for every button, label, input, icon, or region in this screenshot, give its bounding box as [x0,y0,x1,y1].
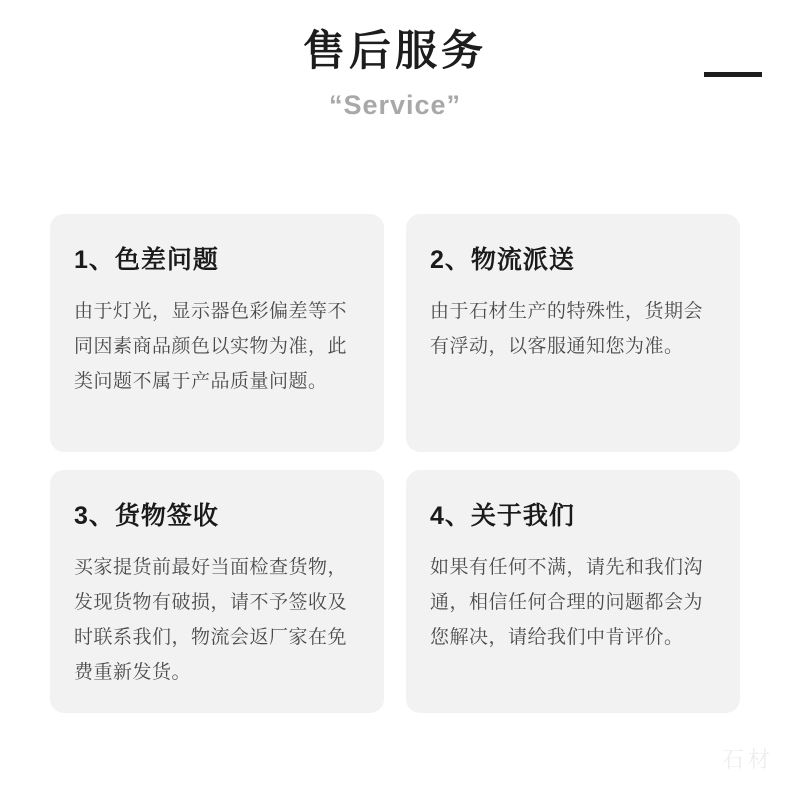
service-card-logistics [406,214,740,452]
header-rule-decoration [704,72,762,77]
service-card-about-us [406,470,740,713]
service-card-list [50,214,740,713]
card-title: 4、关于我们 [430,502,575,530]
card-body: 由于石材生产的特殊性，货期会有浮动，以客服通知您为准。 [430,301,704,358]
page-subtitle: “Service” [328,90,462,121]
page-title: 售后服务 [302,27,487,74]
card-title: 2、物流派送 [430,246,575,274]
card-body: 买家提货前最好当面检查货物，发现货物有破损，请不予签收及时联系我们，物流会返厂家在免费重新发货。 [74,557,348,684]
card-body: 由于灯光，显示器色彩偏差等不同因素商品颜色以实物为准，此类问题不属于产品质量问题。 [74,301,348,393]
card-body: 如果有任何不满，请先和我们沟通，相信任何合理的问题都会为您解决，请给我们中肯评价。 [430,557,704,649]
page-header [0,0,790,121]
card-title: 1、色差问题 [74,246,219,274]
watermark-text: 石材 [721,747,774,772]
service-card-receiving [50,470,384,713]
service-card-color-difference [50,214,384,452]
card-title: 3、货物签收 [74,502,219,530]
